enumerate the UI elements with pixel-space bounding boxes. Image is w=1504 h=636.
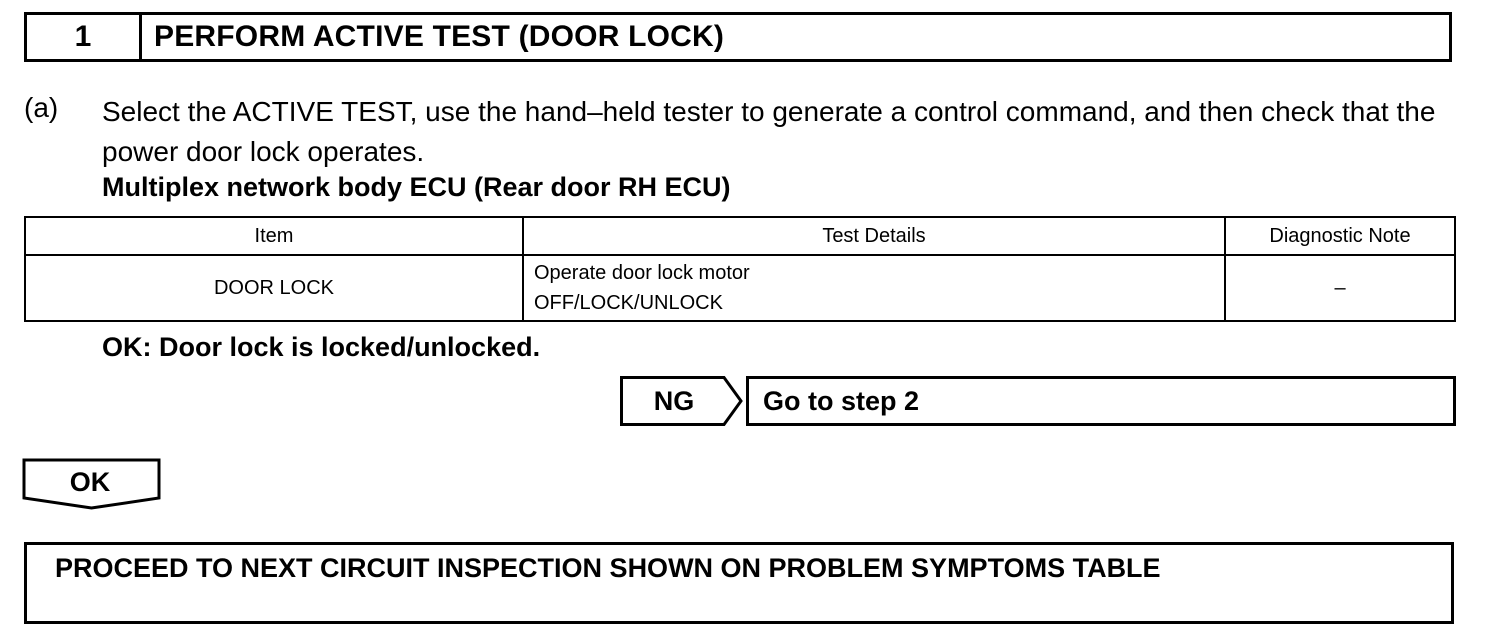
cell-diagnostic-note: – [1225, 255, 1455, 321]
table-header-row [25, 217, 1455, 255]
table-subheading: Multiplex network body ECU (Rear door RH ECU) [102, 172, 731, 202]
step-number: 1 [27, 15, 142, 59]
go-to-step-box: Go to step 2 [746, 376, 1456, 426]
details-line-2: OFF/LOCK/UNLOCK [534, 292, 723, 314]
table-row [25, 255, 1455, 321]
ng-label: NG [653, 385, 695, 416]
cell-item: DOOR LOCK [25, 255, 523, 321]
step-header [24, 12, 1452, 62]
step-title: PERFORM ACTIVE TEST (DOOR LOCK) [154, 20, 725, 53]
header-item: Item [25, 217, 523, 255]
instruction-text: Select the ACTIVE TEST, use the hand–held tester to generate a control command, and then check that the power door lock operates. [102, 96, 1436, 167]
instruction-label: (a) [24, 92, 59, 123]
details-line-1: Operate door lock motor [534, 262, 750, 284]
ok-label: OK [69, 466, 111, 497]
active-test-table [24, 216, 1456, 322]
header-test-details: Test Details [523, 217, 1225, 255]
cell-test-details [523, 255, 1225, 321]
ok-result-text: OK: Door lock is locked/unlocked. [102, 332, 541, 362]
header-diagnostic-note: Diagnostic Note [1225, 217, 1455, 255]
proceed-box: PROCEED TO NEXT CIRCUIT INSPECTION SHOWN ON PROBLEM SYMPTOMS TABLE [24, 542, 1454, 624]
